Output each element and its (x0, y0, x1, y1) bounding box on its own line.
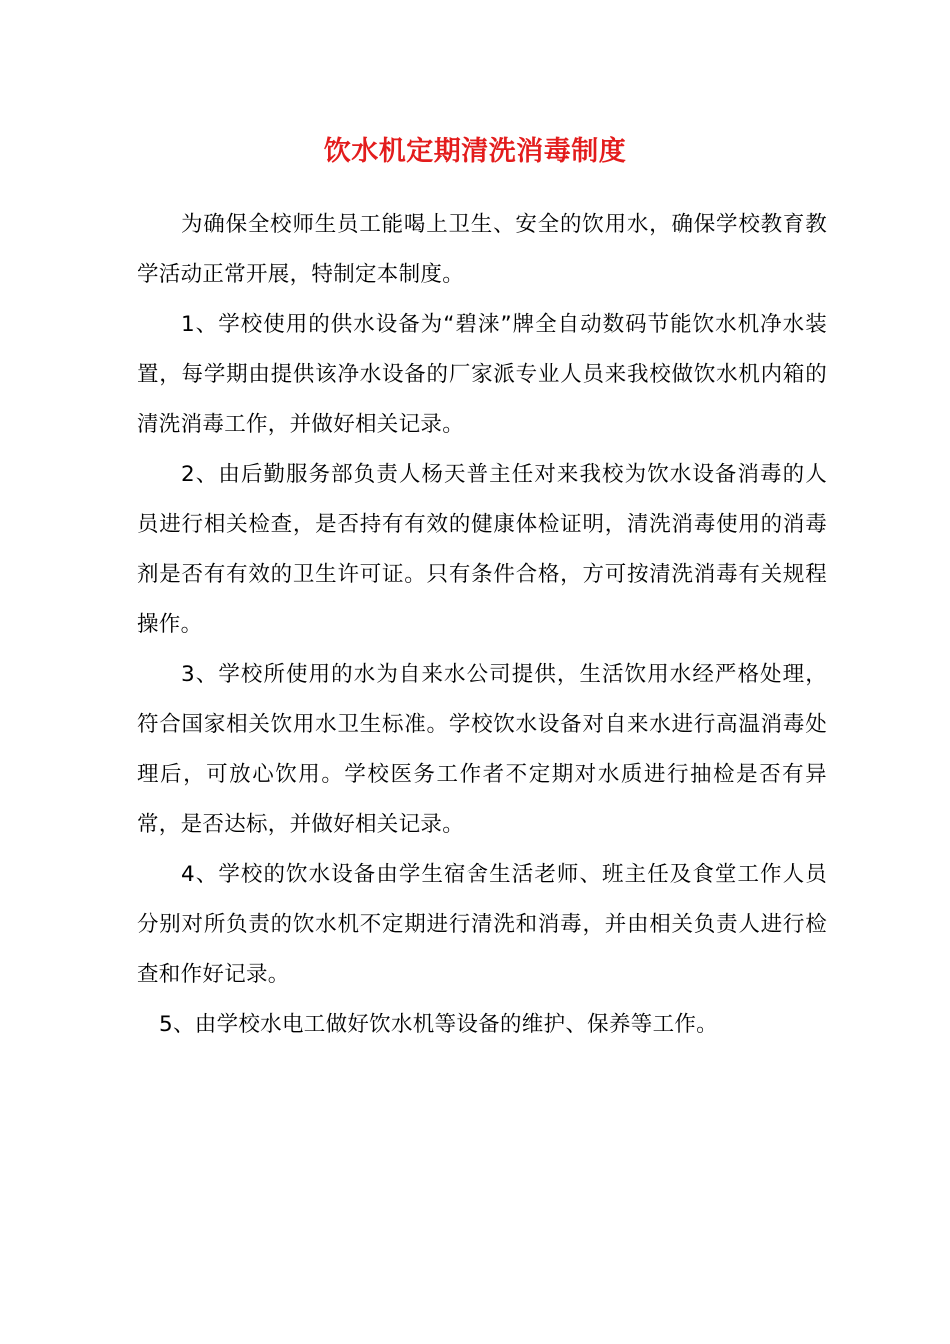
rule-paragraph-3: 3、学校所使用的水为自来水公司提供，生活饮用水经严格处理，符合国家相关饮用水卫生标准。学校饮水设备对自来水进行高温消毒处理后，可放心饮用。学校医务工作者不定期对水质进行抽检是否有异常，是否达标，并做好相关记录。 (137, 662, 827, 837)
document-body (137, 200, 827, 1050)
intro-paragraph: 为确保全校师生员工能喝上卫生、安全的饮用水，确保学校教育教学活动正常开展，特制定本制度。 (137, 212, 827, 287)
rule-paragraph-1: 1、学校使用的供水设备为“碧涞”牌全自动数码节能饮水机净水装置，每学期由提供该净水设备的厂家派专业人员来我校做饮水机内箱的清洗消毒工作，并做好相关记录。 (137, 312, 827, 437)
document-title: 饮水机定期清洗消毒制度 (323, 136, 627, 167)
rule-paragraph-5: 5、由学校水电工做好饮水机等设备的维护、保养等工作。 (159, 1012, 718, 1037)
rule-paragraph-4: 4、学校的饮水设备由学生宿舍生活老师、班主任及食堂工作人员分别对所负责的饮水机不定期进行清洗和消毒，并由相关负责人进行检查和作好记录。 (137, 862, 827, 987)
rule-paragraph-2: 2、由后勤服务部负责人杨天普主任对来我校为饮水设备消毒的人员进行相关检查，是否持有有效的健康体检证明，清洗消毒使用的消毒剂是否有有效的卫生许可证。只有条件合格，方可按清洗消毒有关规程操作。 (137, 462, 827, 637)
